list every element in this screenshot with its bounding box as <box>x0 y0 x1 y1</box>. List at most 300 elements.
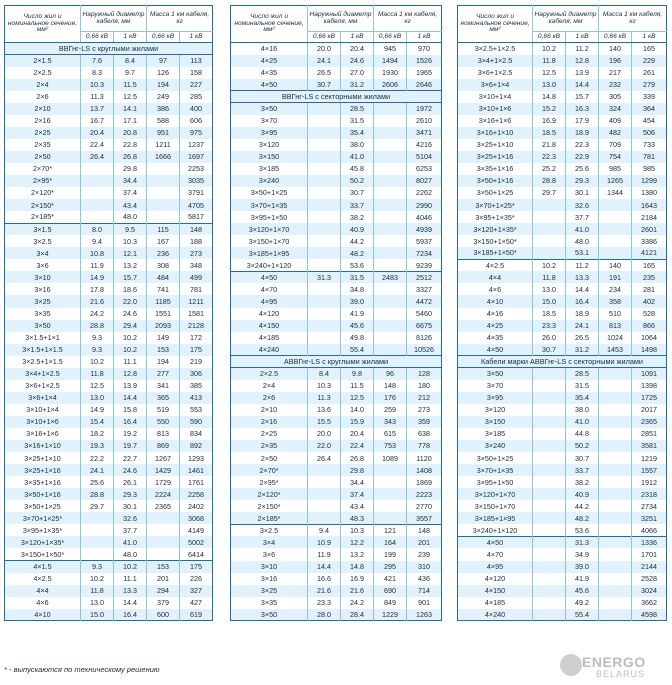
diameter-1kv-cell: 16.9 <box>341 573 374 585</box>
cores-section-cell: 2×185* <box>231 512 308 524</box>
mass-066-cell: 2365 <box>147 500 180 512</box>
mass-066-cell <box>374 235 407 247</box>
mass-066-cell <box>374 332 407 344</box>
mass-066-cell <box>374 488 407 500</box>
table-row <box>458 163 667 175</box>
mass-066-cell: 294 <box>147 585 180 597</box>
mass-066-cell <box>599 536 632 548</box>
diameter-066-cell <box>81 524 114 536</box>
table-row <box>5 211 213 223</box>
cores-section-cell: 3×95+1×35* <box>458 211 533 223</box>
table-row <box>5 235 213 247</box>
mass-066-cell <box>374 308 407 320</box>
diameter-1kv-cell: 13.3 <box>566 271 599 283</box>
mass-1kv-cell: 619 <box>180 609 213 621</box>
diameter-066-cell: 9.4 <box>308 524 341 536</box>
diameter-1kv-cell: 20.8 <box>114 127 147 139</box>
table-row <box>5 259 213 271</box>
diameter-066-cell <box>308 211 341 223</box>
table-row <box>231 295 442 307</box>
table-row <box>458 344 667 356</box>
cores-section-cell: 4×4 <box>5 585 81 597</box>
diameter-1kv-cell: 14.0 <box>341 404 374 416</box>
mass-1kv-cell: 2262 <box>407 187 442 199</box>
mass-1kv-cell: 2734 <box>632 500 667 512</box>
mass-066-cell: 1666 <box>147 151 180 163</box>
cores-section-cell: 3×50+1×25 <box>458 187 533 199</box>
mass-066-cell <box>599 235 632 247</box>
diameter-1kv-cell: 29.8 <box>114 163 147 175</box>
diameter-1kv-cell: 12.8 <box>114 368 147 380</box>
table-row <box>5 151 213 163</box>
mass-1kv-cell: 1869 <box>407 476 442 488</box>
mass-1kv-cell: 2646 <box>407 79 442 91</box>
mass-1kv-cell: 1697 <box>180 151 213 163</box>
table-row <box>5 187 213 199</box>
mass-1kv-cell: 4598 <box>632 609 667 621</box>
diameter-1kv-cell: 15.8 <box>114 404 147 416</box>
cores-section-cell: 2×70* <box>231 464 308 476</box>
mass-066-cell <box>374 295 407 307</box>
diameter-1kv-cell: 14.4 <box>114 597 147 609</box>
diameter-066-cell: 16.9 <box>533 115 566 127</box>
mass-066-cell: 167 <box>147 235 180 247</box>
cores-section-cell: 2×95* <box>5 175 81 187</box>
watermark-text: ENERGO <box>582 654 646 670</box>
mass-066-cell: 519 <box>147 404 180 416</box>
diameter-1kv-cell: 48.0 <box>114 548 147 560</box>
header-cores-section: Число жил и номинальное сечение, мм² <box>458 6 533 43</box>
diameter-066-cell <box>533 404 566 416</box>
diameter-066-cell <box>81 187 114 199</box>
table-row <box>5 115 213 127</box>
diameter-1kv-cell: 11.1 <box>114 356 147 368</box>
mass-1kv-cell: 273 <box>407 404 442 416</box>
table-row <box>458 271 667 283</box>
mass-066-cell: 343 <box>374 416 407 428</box>
cores-section-cell: 4×150 <box>231 320 308 332</box>
table-row <box>231 536 442 548</box>
mass-1kv-cell: 2318 <box>632 488 667 500</box>
mass-1kv-cell: 1526 <box>407 55 442 67</box>
diameter-1kv-cell: 35.4 <box>341 127 374 139</box>
mass-066-cell: 148 <box>374 380 407 392</box>
mass-066-cell <box>374 199 407 211</box>
diameter-1kv-cell: 16.3 <box>566 103 599 115</box>
table-row <box>5 561 213 573</box>
diameter-1kv-cell: 15.7 <box>566 91 599 103</box>
cores-section-cell: 4×120 <box>458 573 533 585</box>
mass-1kv-cell: 5104 <box>407 151 442 163</box>
cores-section-cell: 3×50+1×16 <box>5 488 81 500</box>
mass-066-cell <box>599 609 632 621</box>
mass-066-cell: 1024 <box>599 332 632 344</box>
mass-1kv-cell: 4216 <box>407 139 442 151</box>
diameter-1kv-cell: 33.7 <box>566 464 599 476</box>
cores-section-cell: 3×10 <box>231 561 308 573</box>
cores-section-cell: 2×6 <box>231 392 308 404</box>
diameter-066-cell <box>533 573 566 585</box>
mass-1kv-cell: 590 <box>180 416 213 428</box>
table-row <box>458 139 667 151</box>
mass-066-cell <box>599 223 632 235</box>
diameter-1kv-cell: 10.3 <box>341 524 374 536</box>
diameter-1kv-cell: 9.8 <box>341 368 374 380</box>
table-row <box>231 500 442 512</box>
mass-1kv-cell: 778 <box>407 440 442 452</box>
mass-066-cell <box>374 223 407 235</box>
diameter-066-cell: 19.3 <box>81 440 114 452</box>
diameter-1kv-cell: 40.9 <box>341 223 374 235</box>
mass-1kv-cell: 3581 <box>632 440 667 452</box>
cores-section-cell: 2×1.5 <box>5 55 81 67</box>
diameter-066-cell: 10.2 <box>533 43 566 55</box>
mass-1kv-cell: 10526 <box>407 344 442 356</box>
mass-1kv-cell: 1064 <box>632 332 667 344</box>
mass-1kv-cell: 553 <box>180 404 213 416</box>
cores-section-cell: 3×70+1×35 <box>231 199 308 211</box>
diameter-1kv-cell: 31.5 <box>566 380 599 392</box>
mass-066-cell: 1089 <box>374 452 407 464</box>
cores-section-cell: 3×185 <box>458 428 533 440</box>
diameter-066-cell: 31.3 <box>308 271 341 283</box>
table-row <box>5 247 213 259</box>
diameter-1kv-cell: 20.4 <box>341 43 374 55</box>
mass-066-cell: 194 <box>147 356 180 368</box>
mass-1kv-cell: 3791 <box>180 187 213 199</box>
cores-section-cell: 3×6+1×2.5 <box>458 67 533 79</box>
mass-066-cell: 985 <box>599 163 632 175</box>
diameter-1kv-cell: 53.1 <box>566 247 599 259</box>
cores-section-cell: 3×150+1×70 <box>458 500 533 512</box>
mass-1kv-cell: 175 <box>180 344 213 356</box>
diameter-1kv-cell: 30.7 <box>566 452 599 464</box>
diameter-066-cell: 12.5 <box>533 67 566 79</box>
diameter-066-cell: 25.6 <box>81 476 114 488</box>
diameter-066-cell <box>533 440 566 452</box>
mass-1kv-cell: 4705 <box>180 199 213 211</box>
table-row <box>231 332 442 344</box>
diameter-066-cell: 14.9 <box>81 404 114 416</box>
header-voltage: 0,66 кВ <box>533 32 566 43</box>
mass-066-cell: 1453 <box>599 344 632 356</box>
table-row <box>458 247 667 259</box>
cores-section-cell: 2×4 <box>231 380 308 392</box>
diameter-1kv-cell: 13.2 <box>341 548 374 560</box>
mass-1kv-cell: 2402 <box>180 500 213 512</box>
diameter-066-cell: 26.5 <box>308 67 341 79</box>
mass-1kv-cell: 970 <box>407 43 442 55</box>
mass-066-cell <box>374 115 407 127</box>
mass-066-cell <box>599 380 632 392</box>
cores-section-cell: 3×120+1×70 <box>458 488 533 500</box>
header-voltage: 1 кВ <box>632 32 667 43</box>
diameter-066-cell <box>533 368 566 380</box>
mass-1kv-cell: 5002 <box>180 536 213 548</box>
header-mass: Масса 1 км кабеля, кг <box>374 6 442 32</box>
mass-1kv-cell: 1380 <box>632 187 667 199</box>
table-row <box>458 67 667 79</box>
table-row <box>5 476 213 488</box>
mass-1kv-cell: 506 <box>632 127 667 139</box>
cores-section-cell: 2×16 <box>231 416 308 428</box>
table-row <box>458 79 667 91</box>
mass-1kv-cell: 1965 <box>407 67 442 79</box>
mass-066-cell <box>599 211 632 223</box>
diameter-066-cell: 13.0 <box>533 79 566 91</box>
header-outer-diameter: Наружный диаметр кабеля, мм <box>533 6 599 32</box>
mass-066-cell <box>374 151 407 163</box>
cores-section-cell: 3×35+1×16 <box>5 476 81 488</box>
header-mass: Масса 1 км кабеля, кг <box>599 6 667 32</box>
mass-066-cell <box>374 344 407 356</box>
mass-066-cell: 232 <box>599 79 632 91</box>
mass-066-cell <box>599 585 632 597</box>
diameter-066-cell <box>308 464 341 476</box>
mass-1kv-cell: 172 <box>180 332 213 344</box>
mass-1kv-cell: 3386 <box>632 235 667 247</box>
diameter-066-cell <box>533 428 566 440</box>
diameter-066-cell: 18.5 <box>533 308 566 320</box>
diameter-066-cell: 10.3 <box>308 380 341 392</box>
diameter-1kv-cell: 18.9 <box>566 127 599 139</box>
mass-1kv-cell: 2144 <box>632 561 667 573</box>
mass-1kv-cell: 219 <box>180 356 213 368</box>
table-row <box>458 464 667 476</box>
table-row <box>5 573 213 585</box>
diameter-1kv-cell: 29.4 <box>114 320 147 332</box>
mass-1kv-cell: 348 <box>180 259 213 271</box>
diameter-066-cell <box>81 512 114 524</box>
diameter-066-cell: 15.0 <box>533 295 566 307</box>
cores-section-cell: 3×10+1×4 <box>458 91 533 103</box>
diameter-066-cell: 22.2 <box>81 452 114 464</box>
mass-066-cell: 196 <box>599 55 632 67</box>
header-voltage: 0,66 кВ <box>147 32 180 43</box>
mass-066-cell: 753 <box>374 440 407 452</box>
mass-066-cell: 869 <box>147 440 180 452</box>
mass-066-cell <box>374 139 407 151</box>
diameter-066-cell: 24.1 <box>81 464 114 476</box>
mass-1kv-cell: 1557 <box>632 464 667 476</box>
diameter-066-cell <box>308 235 341 247</box>
table-row <box>458 512 667 524</box>
mass-066-cell <box>599 440 632 452</box>
diameter-066-cell <box>308 320 341 332</box>
mass-1kv-cell: 306 <box>180 368 213 380</box>
diameter-066-cell: 23.3 <box>308 597 341 609</box>
mass-066-cell: 176 <box>374 392 407 404</box>
cores-section-cell: 2×16 <box>5 115 81 127</box>
mass-1kv-cell: 834 <box>180 428 213 440</box>
mass-1kv-cell: 400 <box>180 103 213 115</box>
mass-1kv-cell: 2223 <box>407 488 442 500</box>
mass-1kv-cell: 226 <box>180 573 213 585</box>
cores-section-cell: 4×50 <box>458 536 533 548</box>
table-row <box>458 573 667 585</box>
diameter-066-cell: 28.0 <box>308 609 341 621</box>
cores-section-cell: 2×2.5 <box>231 368 308 380</box>
cores-section-cell: 4×35 <box>231 67 308 79</box>
cores-section-cell: 3×6+1×2.5 <box>5 380 81 392</box>
mass-1kv-cell: 364 <box>632 103 667 115</box>
mass-1kv-cell: 1219 <box>632 452 667 464</box>
mass-066-cell: 201 <box>147 573 180 585</box>
table-row <box>231 320 442 332</box>
diameter-1kv-cell: 39.0 <box>341 295 374 307</box>
diameter-066-cell: 11.8 <box>533 271 566 283</box>
diameter-066-cell <box>533 235 566 247</box>
diameter-1kv-cell: 26.8 <box>341 452 374 464</box>
mass-1kv-cell: 8027 <box>407 175 442 187</box>
cores-section-cell: 4×95 <box>231 295 308 307</box>
mass-066-cell: 295 <box>374 561 407 573</box>
section-header-row <box>458 356 667 368</box>
cores-section-cell: 4×95 <box>458 561 533 573</box>
diameter-1kv-cell: 12.5 <box>341 392 374 404</box>
diameter-1kv-cell: 12.5 <box>114 91 147 103</box>
cores-section-cell: 3×95+1×50 <box>458 476 533 488</box>
diameter-066-cell: 28.8 <box>533 175 566 187</box>
diameter-1kv-cell: 37.4 <box>341 488 374 500</box>
mass-066-cell <box>374 476 407 488</box>
mass-066-cell: 365 <box>147 392 180 404</box>
diameter-066-cell <box>533 416 566 428</box>
cores-section-cell: 3×16+1×6 <box>5 428 81 440</box>
diameter-1kv-cell: 50.2 <box>566 440 599 452</box>
table-row <box>458 609 667 621</box>
table-row <box>458 127 667 139</box>
table-row <box>458 187 667 199</box>
mass-1kv-cell: 6414 <box>180 548 213 560</box>
cores-section-cell: 3×16+1×10 <box>5 440 81 452</box>
mass-1kv-cell: 279 <box>632 79 667 91</box>
mass-1kv-cell: 148 <box>180 223 213 235</box>
cores-section-cell: 3×70+1×25* <box>458 199 533 211</box>
diameter-1kv-cell: 11.5 <box>114 79 147 91</box>
diameter-1kv-cell: 29.8 <box>341 464 374 476</box>
table-row <box>231 428 442 440</box>
cores-section-cell: 4×70 <box>458 548 533 560</box>
cores-section-cell: 4×120 <box>231 308 308 320</box>
mass-066-cell: 484 <box>147 271 180 283</box>
diameter-1kv-cell: 38.0 <box>341 139 374 151</box>
diameter-1kv-cell: 14.4 <box>114 392 147 404</box>
diameter-1kv-cell: 27.0 <box>341 67 374 79</box>
diameter-1kv-cell: 13.2 <box>114 259 147 271</box>
mass-066-cell: 199 <box>374 548 407 560</box>
diameter-1kv-cell: 37.7 <box>114 524 147 536</box>
mass-1kv-cell: 4149 <box>180 524 213 536</box>
diameter-066-cell <box>533 500 566 512</box>
diameter-066-cell: 26.4 <box>81 151 114 163</box>
cores-section-cell: 4×10 <box>5 609 81 621</box>
mass-066-cell <box>374 259 407 271</box>
cores-section-cell: 3×185+1×95 <box>458 512 533 524</box>
table-row <box>231 392 442 404</box>
diameter-1kv-cell: 22.9 <box>566 151 599 163</box>
diameter-066-cell <box>533 548 566 560</box>
cores-section-cell: 3×150 <box>231 151 308 163</box>
diameter-1kv-cell: 22.3 <box>566 139 599 151</box>
table-row <box>458 488 667 500</box>
mass-1kv-cell: 892 <box>180 440 213 452</box>
table-row <box>231 548 442 560</box>
table-row <box>458 308 667 320</box>
mass-1kv-cell: 5817 <box>180 211 213 223</box>
diameter-1kv-cell: 41.9 <box>341 308 374 320</box>
mass-1kv-cell: 2017 <box>632 404 667 416</box>
table-row <box>5 512 213 524</box>
diameter-066-cell: 11.8 <box>81 585 114 597</box>
diameter-066-cell: 21.8 <box>533 139 566 151</box>
diameter-066-cell: 10.2 <box>533 259 566 271</box>
cores-section-cell: 3×120+1×35* <box>5 536 81 548</box>
table-row <box>231 103 442 115</box>
mass-066-cell <box>599 476 632 488</box>
mass-066-cell: 409 <box>599 115 632 127</box>
diameter-066-cell <box>533 211 566 223</box>
mass-1kv-cell: 235 <box>632 271 667 283</box>
diameter-1kv-cell: 17.1 <box>114 115 147 127</box>
table-row <box>5 295 213 307</box>
table-row <box>231 464 442 476</box>
diameter-1kv-cell: 53.6 <box>341 259 374 271</box>
mass-1kv-cell: 1461 <box>180 464 213 476</box>
diameter-066-cell <box>308 163 341 175</box>
mass-066-cell: 2606 <box>374 79 407 91</box>
cores-section-cell: 2×2.5 <box>5 67 81 79</box>
diameter-1kv-cell: 9.7 <box>114 67 147 79</box>
diameter-066-cell <box>308 115 341 127</box>
diameter-1kv-cell: 22.0 <box>114 295 147 307</box>
diameter-066-cell <box>81 548 114 560</box>
diameter-1kv-cell: 48.0 <box>566 235 599 247</box>
mass-066-cell: 386 <box>147 103 180 115</box>
mass-1kv-cell: 327 <box>180 585 213 597</box>
mass-1kv-cell: 148 <box>407 524 442 536</box>
mass-066-cell: 709 <box>599 139 632 151</box>
mass-1kv-cell: 1211 <box>180 295 213 307</box>
diameter-066-cell: 11.8 <box>81 368 114 380</box>
diameter-1kv-cell: 41.0 <box>114 536 147 548</box>
diameter-1kv-cell: 24.6 <box>114 464 147 476</box>
diameter-066-cell: 9.3 <box>81 561 114 573</box>
mass-1kv-cell: 158 <box>180 67 213 79</box>
mass-066-cell <box>599 452 632 464</box>
mass-066-cell <box>147 199 180 211</box>
diameter-066-cell <box>308 295 341 307</box>
mass-1kv-cell: 402 <box>632 295 667 307</box>
cores-section-cell: 4×50 <box>458 344 533 356</box>
section-title: ВВГнг-LS с круглыми жилами <box>5 43 213 55</box>
section-title: ВВГнг-LS с секторными жилами <box>231 91 442 103</box>
mass-066-cell: 277 <box>147 368 180 380</box>
cores-section-cell: 3×2.5 <box>231 524 308 536</box>
mass-066-cell: 96 <box>374 368 407 380</box>
mass-1kv-cell: 6675 <box>407 320 442 332</box>
mass-066-cell: 140 <box>599 43 632 55</box>
mass-066-cell: 741 <box>147 283 180 295</box>
cores-section-cell: 2×25 <box>231 428 308 440</box>
diameter-066-cell: 21.6 <box>308 585 341 597</box>
diameter-1kv-cell: 40.9 <box>566 488 599 500</box>
diameter-1kv-cell: 34.9 <box>566 548 599 560</box>
diameter-066-cell <box>308 175 341 187</box>
table-row <box>458 91 667 103</box>
mass-1kv-cell: 638 <box>407 428 442 440</box>
cores-section-cell: 3×25 <box>5 295 81 307</box>
